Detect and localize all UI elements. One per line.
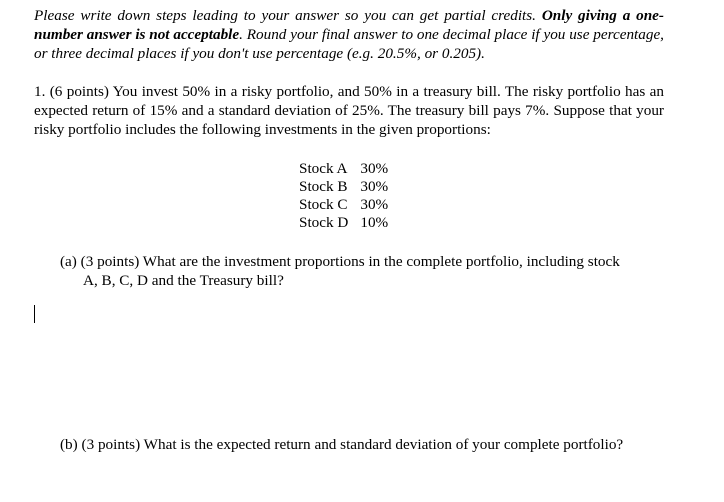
stock-row	[299, 178, 388, 196]
part-a-line-1: (a) (3 points) What are the investment proportions in the complete portfolio, including stock	[60, 253, 620, 270]
stock-name: Stock D	[299, 214, 349, 231]
stock-proportions-table	[299, 160, 388, 232]
instructions-bold-text: Only giving a one-number answer is not acceptable	[34, 7, 664, 43]
question-part-a	[60, 252, 664, 290]
question-part-b: (b) (3 points) What is the expected return and standard deviation of your complete portfolio?	[60, 436, 624, 453]
text-cursor[interactable]	[34, 305, 35, 323]
instructions-text: Please write down steps leading to your answer so you can get partial credits.	[34, 7, 542, 24]
stock-weight: 30%	[360, 196, 389, 213]
stock-name: Stock B	[299, 178, 348, 195]
stock-weight: 30%	[360, 178, 389, 195]
part-a-line-2: A, B, C, D and the Treasury bill?	[83, 272, 284, 289]
stock-name: Stock C	[299, 196, 348, 213]
instructions-paragraph	[34, 6, 664, 63]
stock-weight: 10%	[360, 214, 389, 231]
stock-row	[299, 160, 388, 178]
question-1-text: 1. (6 points) You invest 50% in a risky portfolio, and 50% in a treasury bill. The risky portfolio has an expected return of 15% and a standard deviation of 25%. The treasury bill pays 7%. Suppose that your risky portfolio includes the following investments in the given proportions:	[34, 83, 664, 138]
stock-row	[299, 214, 388, 232]
stock-row	[299, 196, 388, 214]
stock-weight: 30%	[360, 160, 389, 177]
stock-name: Stock A	[299, 160, 348, 177]
instructions-text-continued: . Round your final answer to one decimal place if you use percentage, or three decimal places if you don't use percentage (e.g. 20.5%, or 0.205).	[34, 26, 664, 62]
